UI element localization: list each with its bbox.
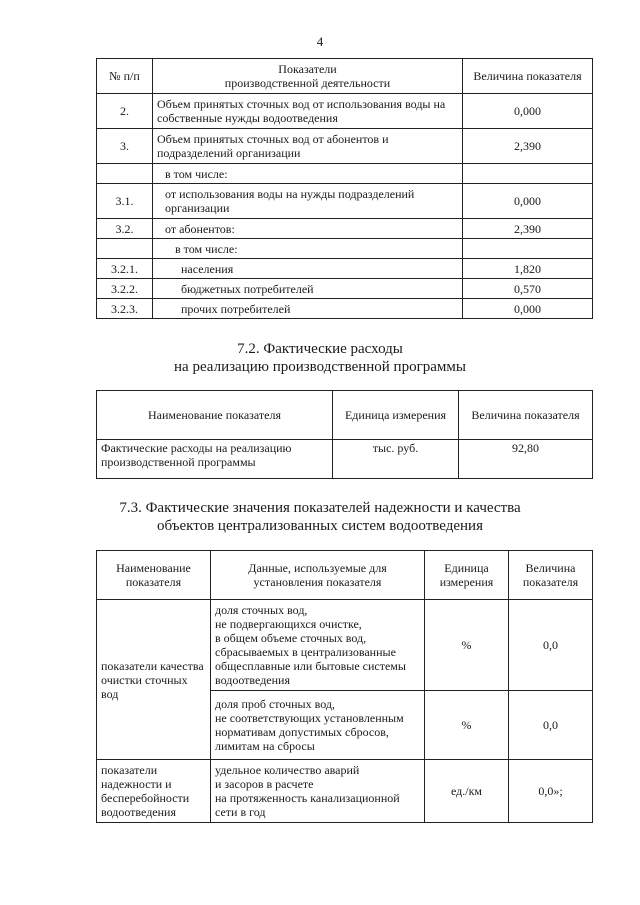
row-unit: % [425,600,509,691]
row-value: 0,000 [463,184,593,219]
row-unit: тыс. руб. [333,440,459,479]
row-label: в том числе: [153,164,463,184]
row-number: 3.2.1. [97,259,153,279]
table-row [97,760,593,823]
header-number: № п/п [97,59,153,94]
row-number: 3.2. [97,219,153,239]
row-value: 0,000 [463,94,593,129]
row-number: 3.2.3. [97,299,153,319]
row-value: 0,0 [509,600,593,691]
table-row [97,184,593,219]
row-value: 2,390 [463,129,593,164]
row-data: доля сточных вод, не подвергающихся очистке, в общем объеме сточных вод, сбрасываемых в централизованные общесплавные или бытовые системы водоотведения [211,600,425,691]
row-number: 3.2.2. [97,279,153,299]
row-name: Фактические расходы на реализацию производственной программы [97,440,333,479]
section-7-3-title [0,499,640,535]
header-value: Величина показателя [463,59,593,94]
row-unit: % [425,691,509,760]
table-row [97,219,593,239]
section-title-line: объектов централизованных систем водоотведения [156,518,483,534]
row-value: 0,0»; [509,760,593,823]
row-label: населения [153,259,463,279]
row-number [97,239,153,259]
row-label: в том числе: [153,239,463,259]
table-row [97,600,593,691]
table-header-row [97,391,593,440]
row-label: Объем принятых сточных вод от использования воды на собственные нужды водоотведения [153,94,463,129]
table-row [97,279,593,299]
row-data: доля проб сточных вод, не соответствующих установленным нормативам допустимых сбросов, лимитам на сбросы [211,691,425,760]
header-indicators: Показатели производственной деятельности [153,59,463,94]
section-title-line: 7.2. Фактические расходы [237,341,403,357]
row-value: 92,80 [459,440,593,479]
row-number: 2. [97,94,153,129]
header-value: Величина показателя [509,551,593,600]
table-row [97,440,593,479]
row-data: удельное количество аварий и засоров в расчете на протяженность канализационной сети в год [211,760,425,823]
table-row [97,299,593,319]
row-value [463,164,593,184]
page-number: 4 [316,34,324,49]
row-number: 3. [97,129,153,164]
header-name: Наименование показателя [97,551,211,600]
row-value: 1,820 [463,259,593,279]
table-header-row [97,551,593,600]
header-unit: Единица измерения [425,551,509,600]
production-indicators-table [96,58,593,319]
table-row [97,129,593,164]
group-name-cleaning-quality: показатели качества очистки сточных вод [97,600,211,760]
table-row [97,259,593,279]
row-value: 0,0 [509,691,593,760]
row-value: 0,570 [463,279,593,299]
row-number: 3.1. [97,184,153,219]
section-7-2-title [0,340,640,376]
row-value [463,239,593,259]
row-label: от абонентов: [153,219,463,239]
section-title-line: на реализацию производственной программы [174,359,466,375]
row-label: прочих потребителей [153,299,463,319]
actual-expenses-table [96,390,593,479]
row-value: 2,390 [463,219,593,239]
header-unit: Единица измерения [333,391,459,440]
row-label: Объем принятых сточных вод от абонентов и подразделений организации [153,129,463,164]
row-number [97,164,153,184]
header-value: Величина показателя [459,391,593,440]
table-row [97,164,593,184]
header-name: Наименование показателя [97,391,333,440]
header-data: Данные, используемые для установления показателя [211,551,425,600]
table-row [97,239,593,259]
row-unit: ед./км [425,760,509,823]
group-name-reliability: показатели надежности и бесперебойности водоотведения [97,760,211,823]
row-value: 0,000 [463,299,593,319]
table-row [97,94,593,129]
reliability-quality-table [96,550,593,823]
row-label: от использования воды на нужды подразделений организации [153,184,463,219]
row-label: бюджетных потребителей [153,279,463,299]
section-title-line: 7.3. Фактические значения показателей надежности и качества [119,500,521,516]
table-header-row [97,59,593,94]
